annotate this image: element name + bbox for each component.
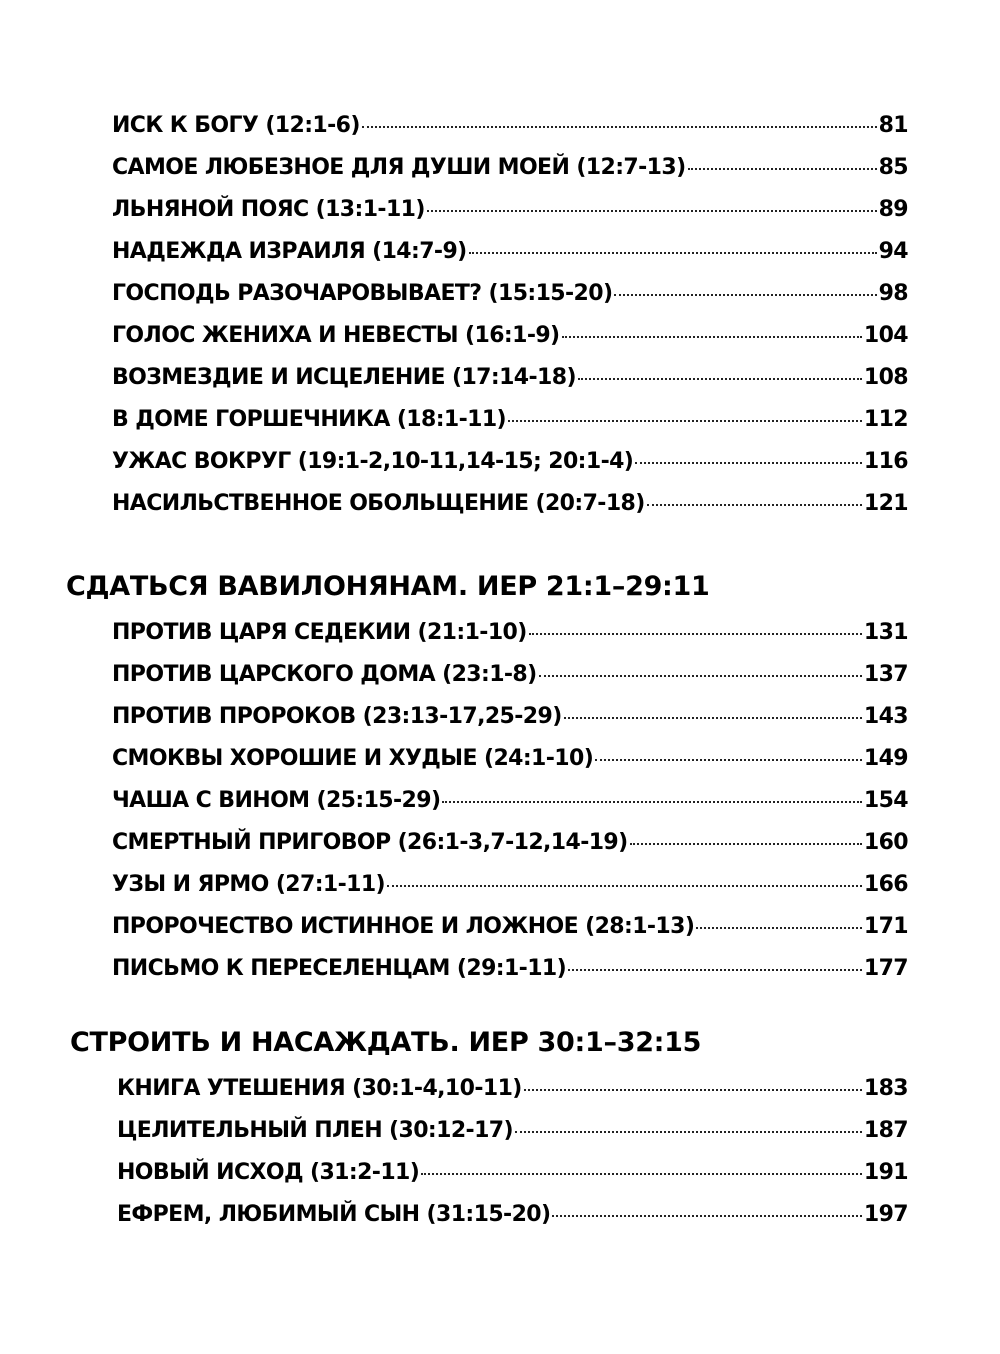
toc-entry bbox=[117, 1076, 908, 1118]
toc-entry-page-number: 149 bbox=[863, 746, 908, 771]
toc-entry bbox=[112, 746, 908, 788]
toc-entry-page-number: 160 bbox=[863, 830, 908, 855]
dot-leader bbox=[362, 126, 877, 128]
toc-entry-page-number: 108 bbox=[863, 365, 908, 390]
toc-section-surrender-to-babylonians bbox=[0, 569, 1000, 998]
toc-entry-title: УЗЫ И ЯРМО (27:1-11) bbox=[112, 872, 386, 897]
toc-entry-title: УЖАС ВОКРУГ (19:1-2,10-11,14-15; 20:1-4) bbox=[112, 449, 634, 474]
toc-entry-page-number: 98 bbox=[878, 281, 908, 306]
dot-leader bbox=[508, 420, 862, 422]
dot-leader bbox=[524, 1089, 862, 1091]
dot-leader bbox=[647, 504, 862, 506]
dot-leader bbox=[696, 927, 862, 929]
dot-leader bbox=[614, 294, 876, 296]
toc-entry-title: КНИГА УТЕШЕНИЯ (30:1-4,10-11) bbox=[117, 1076, 522, 1101]
section-heading: СДАТЬСЯ ВАВИЛОНЯНАМ. ИЕР 21:1–29:11 bbox=[66, 571, 710, 602]
toc-entry-title: НАДЕЖДА ИЗРАИЛЯ (14:7-9) bbox=[112, 239, 467, 264]
dot-leader bbox=[630, 843, 862, 845]
toc-entry-page-number: 131 bbox=[863, 620, 908, 645]
toc-entry-title: ЧАША С ВИНОМ (25:15-29) bbox=[112, 788, 441, 813]
toc-entry bbox=[112, 197, 908, 239]
toc-entry bbox=[112, 449, 908, 491]
toc-entry-page-number: 89 bbox=[878, 197, 908, 222]
toc-entry-page-number: 197 bbox=[863, 1202, 908, 1227]
toc-section-continued bbox=[0, 113, 1000, 533]
toc-entry-title: ПРОТИВ ЦАРСКОГО ДОМА (23:1-8) bbox=[112, 662, 537, 687]
toc-entry bbox=[112, 704, 908, 746]
toc-entry-title: ГОСПОДЬ РАЗОЧАРОВЫВАЕТ? (15:15-20) bbox=[112, 281, 613, 306]
toc-entry-page-number: 171 bbox=[863, 914, 908, 939]
toc-entry-page-number: 154 bbox=[863, 788, 908, 813]
toc-entry-title: ПРОТИВ ПРОРОКОВ (23:13-17,25-29) bbox=[112, 704, 562, 729]
section-heading: СТРОИТЬ И НАСАЖДАТЬ. ИЕР 30:1–32:15 bbox=[70, 1027, 702, 1058]
toc-entry-title: ПРОРОЧЕСТВО ИСТИННОЕ И ЛОЖНОЕ (28:1-13) bbox=[112, 914, 695, 939]
dot-leader bbox=[595, 759, 862, 761]
toc-entry-title: ГОЛОС ЖЕНИХА И НЕВЕСТЫ (16:1-9) bbox=[112, 323, 560, 348]
toc-entry-page-number: 121 bbox=[863, 491, 908, 516]
toc-entry bbox=[112, 830, 908, 872]
dot-leader bbox=[578, 378, 862, 380]
dot-leader bbox=[442, 801, 861, 803]
toc-entry bbox=[112, 323, 908, 365]
toc-entry bbox=[112, 662, 908, 704]
toc-entry-list bbox=[0, 113, 1000, 533]
toc-entry-page-number: 187 bbox=[863, 1118, 908, 1143]
toc-entry bbox=[112, 407, 908, 449]
toc-entry-title: СМЕРТНЫЙ ПРИГОВОР (26:1-3,7-12,14-19) bbox=[112, 830, 628, 855]
dot-leader bbox=[564, 717, 862, 719]
toc-entry-title: САМОЕ ЛЮБЕЗНОЕ ДЛЯ ДУШИ МОЕЙ (12:7-13) bbox=[112, 155, 686, 180]
dot-leader bbox=[568, 969, 862, 971]
toc-entry-title: ВОЗМЕЗДИЕ И ИСЦЕЛЕНИЕ (17:14-18) bbox=[112, 365, 576, 390]
toc-entry bbox=[117, 1118, 908, 1160]
toc-entry-page-number: 81 bbox=[878, 113, 908, 138]
toc-entry bbox=[112, 956, 908, 998]
toc-entry bbox=[112, 788, 908, 830]
toc-entry bbox=[117, 1202, 908, 1244]
toc-entry-page-number: 183 bbox=[863, 1076, 908, 1101]
dot-leader bbox=[387, 885, 862, 887]
dot-leader bbox=[635, 462, 862, 464]
toc-entry-list bbox=[0, 1076, 1000, 1244]
toc-entry bbox=[112, 872, 908, 914]
toc-entry-title: В ДОМЕ ГОРШЕЧНИКА (18:1-11) bbox=[112, 407, 507, 432]
toc-entry-page-number: 137 bbox=[863, 662, 908, 687]
toc-entry-title: ЛЬНЯНОЙ ПОЯС (13:1-11) bbox=[112, 197, 425, 222]
toc-entry-page-number: 177 bbox=[863, 956, 908, 981]
toc-entry-title: ПРОТИВ ЦАРЯ СЕДЕКИИ (21:1-10) bbox=[112, 620, 527, 645]
toc-section-build-and-plant bbox=[0, 1025, 1000, 1244]
toc-entry-page-number: 191 bbox=[863, 1160, 908, 1185]
toc-entry bbox=[112, 281, 908, 323]
dot-leader bbox=[427, 210, 877, 212]
dot-leader bbox=[562, 336, 862, 338]
toc-entry bbox=[112, 914, 908, 956]
toc-entry bbox=[112, 620, 908, 662]
toc-entry-page-number: 112 bbox=[863, 407, 908, 432]
toc-entry bbox=[112, 239, 908, 281]
toc-entry-page-number: 116 bbox=[863, 449, 908, 474]
dot-leader bbox=[469, 252, 877, 254]
dot-leader bbox=[552, 1215, 861, 1217]
toc-entry-title: ЦЕЛИТЕЛЬНЫЙ ПЛЕН (30:12-17) bbox=[117, 1118, 513, 1143]
toc-entry-title: ЕФРЕМ, ЛЮБИМЫЙ СЫН (31:15-20) bbox=[117, 1202, 551, 1227]
toc-entry-page-number: 85 bbox=[878, 155, 908, 180]
toc-entry bbox=[112, 155, 908, 197]
dot-leader bbox=[529, 633, 862, 635]
toc-entry-title: НАСИЛЬСТВЕННОЕ ОБОЛЬЩЕНИЕ (20:7-18) bbox=[112, 491, 645, 516]
toc-entry bbox=[117, 1160, 908, 1202]
dot-leader bbox=[688, 168, 877, 170]
dot-leader bbox=[515, 1131, 862, 1133]
toc-entry-title: ПИСЬМО К ПЕРЕСЕЛЕНЦАМ (29:1-11) bbox=[112, 956, 567, 981]
toc-entry-page-number: 166 bbox=[863, 872, 908, 897]
toc-entry bbox=[112, 491, 908, 533]
toc-entry-page-number: 94 bbox=[878, 239, 908, 264]
toc-entry-page-number: 143 bbox=[863, 704, 908, 729]
dot-leader bbox=[539, 675, 862, 677]
toc-entry-list bbox=[0, 620, 1000, 998]
toc-entry-title: СМОКВЫ ХОРОШИЕ И ХУДЫЕ (24:1-10) bbox=[112, 746, 594, 771]
dot-leader bbox=[421, 1173, 862, 1175]
toc-entry-page-number: 104 bbox=[863, 323, 908, 348]
toc-entry-title: НОВЫЙ ИСХОД (31:2-11) bbox=[117, 1160, 420, 1185]
toc-entry-title: ИСК К БОГУ (12:1-6) bbox=[112, 113, 360, 138]
toc-entry bbox=[112, 365, 908, 407]
toc-entry bbox=[112, 113, 908, 155]
